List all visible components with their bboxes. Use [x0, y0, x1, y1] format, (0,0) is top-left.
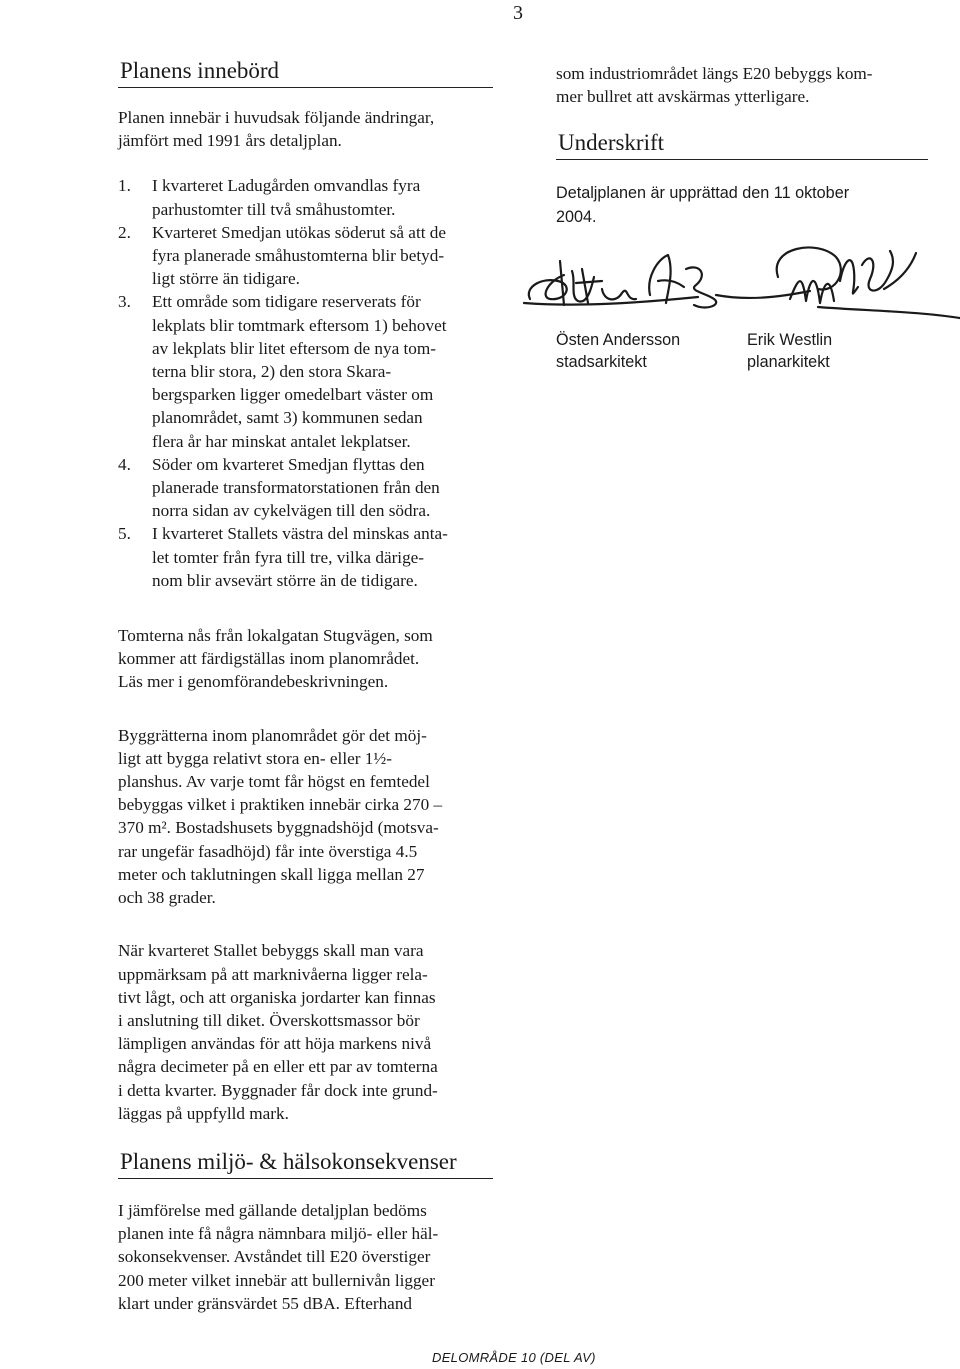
text-line: jämfört med 1991 års detaljplan. [118, 131, 342, 151]
text-line: Planen innebär i huvudsak följande ändringar, [118, 108, 435, 127]
text-line: i detta kvarter. Byggnader får dock inte grund- [118, 1080, 438, 1100]
right-column [556, 62, 928, 369]
text-line: ligt större än tidigare. [152, 269, 300, 289]
text-line: I kvarteret Ladugården omvandlas fyra [152, 176, 421, 196]
list-item [118, 221, 493, 291]
text-line: terna blir stora, 2) den stora Skara- [152, 362, 392, 382]
text-line: Detaljplanen är upprättad den 11 oktober [556, 184, 850, 203]
signer-name: Erik Westlin [747, 330, 833, 349]
ground-conditions-paragraph [118, 939, 493, 1125]
list-item [118, 174, 493, 220]
text-line: planen inte få några nämnbara miljö- eller häl- [118, 1224, 439, 1244]
text-line: klart under gränsvärdet 55 dBA. Efterhand [118, 1293, 413, 1313]
text-line: I kvarteret Stallets västra del minskas anta- [152, 524, 448, 544]
page-number: 3 [513, 2, 523, 24]
text-line: let tomter från fyra till tre, vilka därige- [152, 547, 425, 567]
text-line: några decimeter på en eller ett par av tomterna [118, 1057, 438, 1077]
text-line: som industriområdet längs E20 bebyggs kom- [556, 64, 873, 83]
text-line: planerade transformatorstationen från den [152, 478, 440, 498]
text-line: Läs mer i genomförandebeskrivningen. [118, 672, 389, 692]
text-line: flera år har minskat antalet lekplatser. [152, 431, 411, 451]
list-number: 3. [118, 292, 131, 312]
signature-date-paragraph [556, 182, 928, 228]
section-heading-miljo-halsokonsekvenser: Planens miljö- & hälsokonsekvenser [118, 1149, 493, 1179]
signer-erik-westlin [747, 329, 832, 373]
continuation-paragraph [556, 62, 928, 108]
text-line: planshus. Av varje tomt får högst en femtedel [118, 772, 430, 792]
page-footer: DELOMRÅDE 10 (DEL AV) [432, 1350, 596, 1365]
text-line: bebyggas vilket i praktiken innebär cirka 270 – [118, 795, 443, 815]
text-line: uppmärksam på att marknivåerna ligger rela- [118, 964, 428, 984]
list-number: 2. [118, 222, 131, 242]
text-line: rar ungefär fasadhöjd) får inte överstiga 4.5 [118, 841, 418, 861]
text-line: lämpligen användas för att höja markens nivå [118, 1034, 432, 1054]
text-line: nom blir avsevärt större än de tidigare. [152, 570, 418, 590]
text-line: parhustomter till två småhustomter. [152, 199, 396, 219]
text-line: Byggrätterna inom planområdet gör det möj- [118, 725, 427, 745]
signature-block [556, 229, 928, 369]
text-line: tivt lågt, och att organiska jordarter kan finnas [118, 987, 436, 1007]
signer-name: Östen Andersson [556, 330, 681, 349]
handwritten-signatures [518, 241, 960, 341]
list-item [118, 522, 493, 592]
intro-paragraph [118, 106, 493, 152]
text-line: När kvarteret Stallet bebyggs skall man vara [118, 941, 424, 961]
signer-osten-andersson [556, 329, 680, 373]
list-number: 5. [118, 524, 131, 544]
list-item [118, 290, 493, 452]
text-line: 2004. [556, 207, 597, 226]
text-line: fyra planerade småhustomterna blir betyd- [152, 246, 445, 266]
text-line: planområdet, samt 3) kommunen sedan [152, 408, 423, 428]
text-line: Söder om kvarteret Smedjan flyttas den [152, 454, 425, 474]
left-column [118, 58, 493, 1315]
text-line: mer bullret att avskärmas ytterligare. [556, 87, 810, 107]
change-list [118, 174, 493, 592]
text-line: sokonsekvenser. Avståndet till E20 överstiger [118, 1247, 431, 1267]
text-line: norra sidan av cykelvägen till den södra. [152, 501, 431, 521]
text-line: I jämförelse med gällande detaljplan bedöms [118, 1200, 427, 1220]
environment-paragraph [118, 1199, 493, 1315]
text-line: kommer att färdigställas inom planområdet. [118, 649, 420, 669]
signer-title: stadsarkitekt [556, 352, 647, 371]
list-number: 1. [118, 176, 131, 196]
text-line: 200 meter vilket innebär att bullernivån ligger [118, 1270, 435, 1290]
text-line: Ett område som tidigare reserverats för [152, 292, 421, 312]
access-paragraph [118, 624, 493, 694]
text-line: av lekplats blir litet eftersom de nya tom- [152, 338, 436, 358]
text-line: och 38 grader. [118, 888, 216, 908]
list-item [118, 453, 493, 523]
section-heading-planens-innebord: Planens innebörd [118, 58, 493, 88]
signer-title: planarkitekt [747, 352, 830, 371]
text-line: meter och taklutningen skall ligga mellan 27 [118, 864, 425, 884]
text-line: bergsparken ligger omedelbart väster om [152, 385, 434, 405]
text-line: 370 m². Bostadshusets byggnadshöjd (motsva- [118, 818, 439, 838]
list-number: 4. [118, 454, 131, 474]
building-rights-paragraph [118, 724, 493, 910]
text-line: lekplats blir tomtmark eftersom 1) behovet [152, 315, 447, 335]
text-line: läggas på uppfylld mark. [118, 1103, 289, 1123]
section-heading-underskrift: Underskrift [556, 130, 928, 160]
text-line: Kvarteret Smedjan utökas söderut så att de [152, 222, 447, 242]
text-line: i anslutning till diket. Överskottsmassor bör [118, 1010, 420, 1030]
text-line: ligt att bygga relativt stora en- eller 1½- [118, 748, 392, 768]
text-line: Tomterna nås från lokalgatan Stugvägen, som [118, 626, 433, 646]
